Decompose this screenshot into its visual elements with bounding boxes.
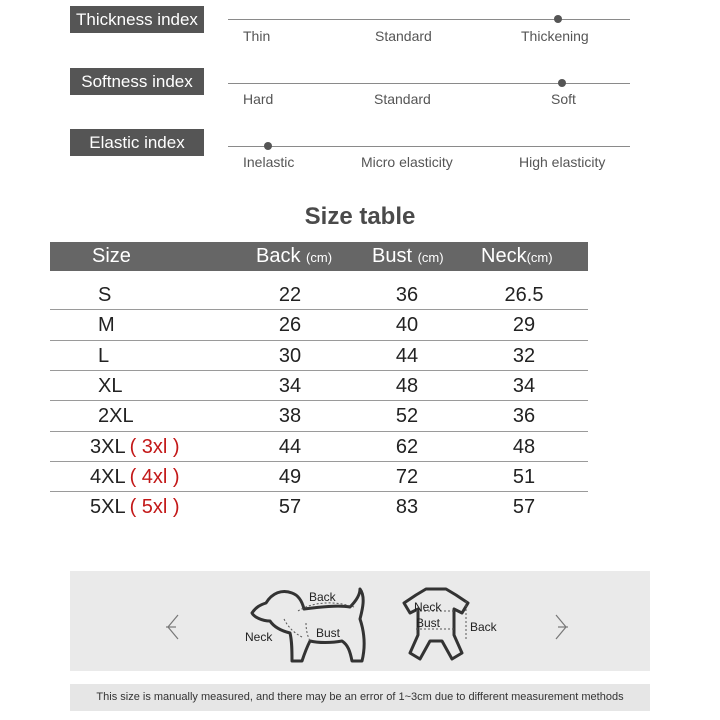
back-value: 49 (278, 465, 302, 488)
size-label: S (98, 284, 112, 306)
back-value: 34 (278, 374, 302, 397)
header-back: Back (cm) (256, 245, 333, 267)
size-alt-label: ( 5xl ) (129, 496, 180, 519)
measurement-diagram (70, 571, 650, 671)
neck-value: 26.5 (504, 284, 544, 306)
size-label: 2XL (98, 405, 134, 428)
size-cell (90, 432, 180, 462)
neck-value: 34 (512, 374, 536, 397)
table-row (50, 462, 588, 492)
elastic-index-label: Elastic index (70, 129, 204, 156)
table-row (50, 432, 588, 462)
bust-value: 40 (395, 314, 419, 337)
bust-value: 83 (395, 496, 419, 519)
size-cell (98, 341, 109, 371)
table-row (50, 371, 588, 401)
back-value: 26 (278, 314, 302, 337)
size-label: 4XL (90, 465, 126, 488)
header-size: Size (92, 245, 131, 267)
neck-value: 32 (512, 344, 536, 367)
thickness-index-label: Thickness index (70, 6, 204, 33)
thickness-scale-line (228, 19, 630, 20)
back-value: 30 (278, 344, 302, 367)
elastic-tick-low: Inelastic (243, 154, 295, 170)
table-row (50, 310, 588, 340)
header-neck: Neck(cm) (481, 245, 553, 267)
header-bust-unit: (cm) (417, 250, 444, 265)
dog-bust-label: Bust (316, 626, 341, 640)
size-label: 5XL (90, 496, 126, 519)
back-value: 44 (278, 435, 302, 458)
thickness-level-marker (554, 15, 562, 23)
dog-back-label: Back (309, 590, 336, 604)
bust-value: 36 (395, 284, 419, 306)
elastic-tick-mid: Micro elasticity (361, 154, 453, 170)
elastic-tick-high: High elasticity (519, 154, 606, 170)
size-table-title: Size table (304, 203, 416, 230)
table-row (50, 280, 588, 310)
size-label: M (98, 314, 115, 337)
size-cell (90, 492, 180, 522)
size-alt-label: ( 4xl ) (129, 465, 180, 488)
dog-neck-label: Neck (245, 630, 273, 644)
size-cell (98, 371, 122, 401)
header-back-unit: (cm) (306, 250, 333, 265)
chevron-left-icon (166, 615, 178, 639)
size-label: L (98, 344, 110, 367)
thickness-tick-mid: Standard (375, 28, 432, 44)
size-cell (90, 462, 180, 492)
back-value: 57 (278, 496, 302, 519)
softness-tick-low: Hard (243, 91, 274, 107)
neck-value: 48 (512, 435, 536, 458)
dog-measure-icon (245, 589, 364, 661)
table-row (50, 492, 588, 522)
neck-value: 36 (512, 405, 536, 428)
bust-value: 52 (395, 405, 419, 428)
bust-value: 62 (395, 435, 419, 458)
back-value: 22 (278, 284, 302, 306)
bust-value: 44 (395, 344, 419, 367)
measurement-diagram-svg (70, 571, 650, 671)
table-row (50, 341, 588, 371)
measurement-disclaimer: This size is manually measured, and there may be an error of 1~3cm due to different measurement methods (70, 684, 650, 711)
thickness-tick-high: Thickening (521, 28, 589, 44)
garment-neck-label: Neck (414, 600, 442, 614)
neck-value: 51 (512, 465, 536, 488)
size-cell (98, 280, 111, 310)
softness-tick-high: Soft (551, 91, 576, 107)
bust-value: 48 (395, 374, 419, 397)
thickness-tick-low: Thin (243, 28, 271, 44)
softness-index-label: Softness index (70, 68, 204, 95)
size-cell (98, 401, 134, 431)
size-label: XL (98, 374, 123, 397)
elastic-level-marker (264, 142, 272, 150)
softness-level-marker (558, 79, 566, 87)
softness-tick-mid: Standard (374, 91, 431, 107)
garment-measure-icon (404, 589, 498, 659)
bust-value: 72 (395, 465, 419, 488)
chevron-right-icon (556, 615, 568, 639)
size-cell (98, 310, 115, 340)
size-label: 3XL (90, 435, 126, 458)
garment-back-label: Back (470, 620, 497, 634)
neck-value: 57 (512, 496, 536, 519)
size-alt-label: ( 3xl ) (129, 435, 180, 458)
header-bust: Bust (cm) (372, 245, 444, 267)
softness-scale-line (228, 83, 630, 84)
size-table-header (50, 242, 588, 271)
neck-value: 29 (512, 314, 536, 337)
header-neck-unit: (cm) (526, 250, 553, 265)
table-row (50, 401, 588, 431)
elastic-scale-line (228, 146, 630, 147)
back-value: 38 (278, 405, 302, 428)
garment-bust-label: Bust (416, 616, 441, 630)
